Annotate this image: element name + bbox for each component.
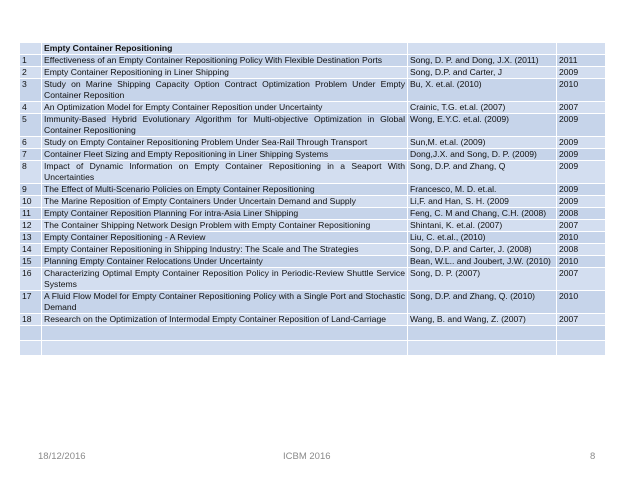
row-authors: Liu, C. et.al., (2010) xyxy=(408,232,557,244)
row-year: 2009 xyxy=(557,184,606,196)
table-row xyxy=(20,149,606,161)
row-title: Immunity-Based Hybrid Evolutionary Algorithm for Multi-objective Optimization in Global Container Repositioning xyxy=(42,114,408,137)
row-authors: Song, D.P. and Carter, J xyxy=(408,67,557,79)
empty-cell xyxy=(42,326,408,341)
row-title: An Optimization Model for Empty Container Reposition under Uncertainty xyxy=(42,102,408,114)
row-year: 2010 xyxy=(557,232,606,244)
row-authors: Bean, W.L.. and Joubert, J.W. (2010) xyxy=(408,256,557,268)
row-number: 18 xyxy=(20,314,42,326)
footer-page-number: 8 xyxy=(590,451,596,462)
row-number: 17 xyxy=(20,291,42,314)
empty-row xyxy=(20,341,606,356)
table-row xyxy=(20,184,606,196)
table-row xyxy=(20,232,606,244)
row-number: 10 xyxy=(20,196,42,208)
row-title: Empty Container Reposition Planning For intra-Asia Liner Shipping xyxy=(42,208,408,220)
row-number: 5 xyxy=(20,114,42,137)
row-year: 2009 xyxy=(557,196,606,208)
row-authors: Feng, C. M and Chang, C.H. (2008) xyxy=(408,208,557,220)
row-title: Impact of Dynamic Information on Empty Container Repositioning in a Seaport With Uncertainties xyxy=(42,161,408,184)
table-row xyxy=(20,161,606,184)
references-table xyxy=(19,42,606,356)
row-authors: Bu, X. et.al. (2010) xyxy=(408,79,557,102)
table-row xyxy=(20,268,606,291)
row-year: 2007 xyxy=(557,102,606,114)
footer-date: 18/12/2016 xyxy=(38,451,86,462)
row-authors: Wong, E.Y.C. et.al. (2009) xyxy=(408,114,557,137)
empty-cell xyxy=(20,326,42,341)
row-title: The Effect of Multi-Scenario Policies on Empty Container Repositioning xyxy=(42,184,408,196)
footer-conference: ICBM 2016 xyxy=(283,451,331,462)
table-row xyxy=(20,208,606,220)
row-number: 9 xyxy=(20,184,42,196)
table-row xyxy=(20,314,606,326)
row-number: 16 xyxy=(20,268,42,291)
table-header-row xyxy=(20,43,606,55)
row-year: 2009 xyxy=(557,114,606,137)
row-title: Planning Empty Container Relocations Under Uncertainty xyxy=(42,256,408,268)
row-number: 15 xyxy=(20,256,42,268)
row-number: 2 xyxy=(20,67,42,79)
table-row xyxy=(20,102,606,114)
row-year: 2008 xyxy=(557,208,606,220)
table-row xyxy=(20,256,606,268)
row-year: 2010 xyxy=(557,256,606,268)
header-number-cell xyxy=(20,43,42,55)
row-year: 2007 xyxy=(557,268,606,291)
row-number: 4 xyxy=(20,102,42,114)
table-row xyxy=(20,137,606,149)
row-title: Empty Container Repositioning in Liner Shipping xyxy=(42,67,408,79)
row-title: Study on Empty Container Repositioning Problem Under Sea-Rail Through Transport xyxy=(42,137,408,149)
row-title: The Marine Reposition of Empty Containers Under Uncertain Demand and Supply xyxy=(42,196,408,208)
row-year: 2007 xyxy=(557,314,606,326)
row-authors: Wang, B. and Wang, Z. (2007) xyxy=(408,314,557,326)
empty-cell xyxy=(408,326,557,341)
row-year: 2009 xyxy=(557,149,606,161)
empty-cell xyxy=(557,341,606,356)
row-authors: Sun,M. et.al. (2009) xyxy=(408,137,557,149)
row-authors: Shintani, K. et.al. (2007) xyxy=(408,220,557,232)
table-row xyxy=(20,291,606,314)
table-row xyxy=(20,114,606,137)
row-number: 6 xyxy=(20,137,42,149)
header-authors-cell xyxy=(408,43,557,55)
empty-cell xyxy=(557,326,606,341)
row-authors: Song, D.P. and Carter, J. (2008) xyxy=(408,244,557,256)
row-number: 12 xyxy=(20,220,42,232)
row-year: 2009 xyxy=(557,161,606,184)
row-authors: Song, D. P. and Dong, J.X. (2011) xyxy=(408,55,557,67)
empty-cell xyxy=(42,341,408,356)
row-number: 14 xyxy=(20,244,42,256)
empty-cell xyxy=(408,341,557,356)
row-title: Empty Container Repositioning in Shipping Industry: The Scale and The Strategies xyxy=(42,244,408,256)
row-authors: Song, D.P. and Zhang, Q xyxy=(408,161,557,184)
row-authors: Francesco, M. D. et.al. xyxy=(408,184,557,196)
row-number: 11 xyxy=(20,208,42,220)
row-title: Effectiveness of an Empty Container Repositioning Policy With Flexible Destination Ports xyxy=(42,55,408,67)
row-number: 13 xyxy=(20,232,42,244)
row-title: Study on Marine Shipping Capacity Option Contract Optimization Problem Under Empty Container Reposition xyxy=(42,79,408,102)
row-year: 2008 xyxy=(557,244,606,256)
row-authors: Song, D.P. and Zhang, Q. (2010) xyxy=(408,291,557,314)
row-year: 2010 xyxy=(557,79,606,102)
row-year: 2009 xyxy=(557,137,606,149)
row-authors: Crainic, T.G. et.al. (2007) xyxy=(408,102,557,114)
row-title: Research on the Optimization of Intermodal Empty Container Reposition of Land-Carriage xyxy=(42,314,408,326)
row-number: 1 xyxy=(20,55,42,67)
table-row xyxy=(20,196,606,208)
empty-cell xyxy=(20,341,42,356)
table-row xyxy=(20,79,606,102)
row-authors: Dong,J.X. and Song, D. P. (2009) xyxy=(408,149,557,161)
row-title: A Fluid Flow Model for Empty Container Repositioning Policy with a Single Port and Stochastic Demand xyxy=(42,291,408,314)
row-year: 2009 xyxy=(557,67,606,79)
row-title: The Container Shipping Network Design Problem with Empty Container Repositioning xyxy=(42,220,408,232)
row-year: 2010 xyxy=(557,291,606,314)
table-row xyxy=(20,244,606,256)
table-heading: Empty Container Repositioning xyxy=(42,43,408,55)
row-number: 7 xyxy=(20,149,42,161)
header-year-cell xyxy=(557,43,606,55)
empty-row xyxy=(20,326,606,341)
row-authors: Li,F. and Han, S. H. (2009 xyxy=(408,196,557,208)
table-row xyxy=(20,55,606,67)
row-authors: Song, D. P. (2007) xyxy=(408,268,557,291)
row-number: 3 xyxy=(20,79,42,102)
row-title: Container Fleet Sizing and Empty Repositioning in Liner Shipping Systems xyxy=(42,149,408,161)
row-year: 2011 xyxy=(557,55,606,67)
row-title: Empty Container Repositioning - A Review xyxy=(42,232,408,244)
row-number: 8 xyxy=(20,161,42,184)
table-row xyxy=(20,220,606,232)
row-year: 2007 xyxy=(557,220,606,232)
row-title: Characterizing Optimal Empty Container Reposition Policy in Periodic-Review Shuttle Service Systems xyxy=(42,268,408,291)
table-row xyxy=(20,67,606,79)
